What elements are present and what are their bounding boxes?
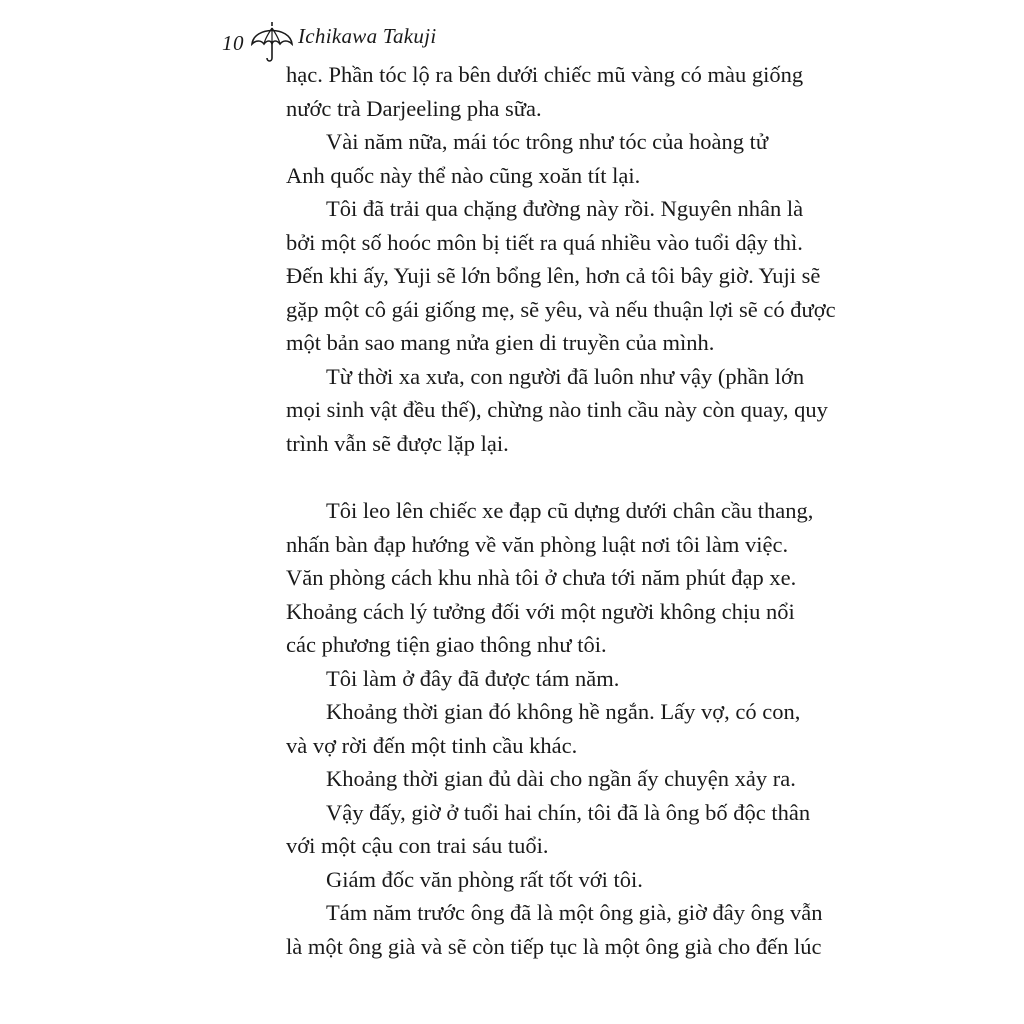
text-line: nước trà Darjeeling pha sữa. (286, 95, 542, 121)
text-line: bởi một số hoóc môn bị tiết ra quá nhiều vào tuổi dậy thì. (286, 229, 803, 255)
text-line: Khoảng thời gian đó không hề ngắn. Lấy vợ, có con, (326, 699, 801, 724)
text-line: các phương tiện giao thông như tôi. (286, 632, 607, 657)
body-text (286, 58, 836, 963)
text-line: Đến khi ấy, Yuji sẽ lớn bổng lên, hơn cả tôi bây giờ. Yuji sẽ (286, 263, 821, 288)
text-line: Văn phòng cách khu nhà tôi ở chưa tới năm phút đạp xe. (286, 565, 797, 590)
text-line: mọi sinh vật đều thế), chừng nào tinh cầu này còn quay, quy (286, 397, 828, 422)
text-line: Tôi leo lên chiếc xe đạp cũ dựng dưới chân cầu thang, (326, 498, 814, 523)
text-line: Vài năm nữa, mái tóc trông như tóc của hoàng tử (326, 129, 769, 154)
text-line: gặp một cô gái giống mẹ, sẽ yêu, và nếu thuận lợi sẽ có được (286, 296, 836, 322)
text-line: nhấn bàn đạp hướng về văn phòng luật nơi tôi làm việc. (286, 531, 789, 557)
page-number: 10 (222, 31, 244, 55)
text-line: Anh quốc này thể nào cũng xoăn tít lại. (286, 162, 641, 188)
text-line: Từ thời xa xưa, con người đã luôn như vậy (phần lớn (326, 363, 805, 389)
text-line: là một ông già và sẽ còn tiếp tục là một ông già cho đến lúc (286, 933, 822, 959)
text-line: hạc. Phần tóc lộ ra bên dưới chiếc mũ vàng có màu giống (286, 62, 804, 87)
text-line: trình vẫn sẽ được lặp lại. (286, 430, 509, 456)
text-line: với một cậu con trai sáu tuổi. (286, 833, 549, 858)
section-break (286, 460, 778, 494)
text-line: Tôi đã trải qua chặng đường này rồi. Nguyên nhân là (326, 196, 804, 221)
running-head-author: Ichikawa Takuji (298, 24, 437, 48)
text-line: Khoảng cách lý tưởng đối với một người không chịu nổi (286, 598, 795, 624)
text-line: Tôi làm ở đây đã được tám năm. (326, 665, 620, 691)
text-line: Giám đốc văn phòng rất tốt với tôi. (326, 866, 643, 892)
text-line: và vợ rời đến một tinh cầu khác. (286, 732, 578, 758)
text-line: một bản sao mang nửa gien di truyền của mình. (286, 330, 715, 355)
text-line: Vậy đấy, giờ ở tuổi hai chín, tôi đã là ông bố độc thân (326, 799, 811, 825)
text-line: Khoảng thời gian đủ dài cho ngần ấy chuyện xảy ra. (326, 766, 796, 791)
text-line: Tám năm trước ông đã là một ông già, giờ đây ông vẫn (326, 900, 823, 925)
